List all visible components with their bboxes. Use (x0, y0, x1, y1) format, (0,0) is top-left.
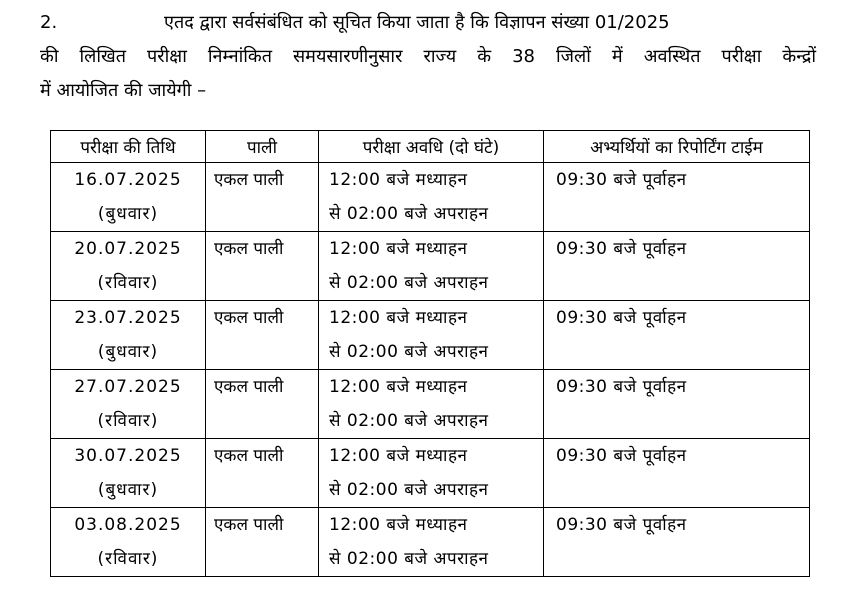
shift-cell (206, 508, 319, 577)
table-row (51, 439, 810, 508)
shift-label: एकल पाली (214, 515, 284, 535)
reporting-time: 09:30 बजे पूर्वाहन (556, 308, 687, 328)
reporting-time: 09:30 बजे पूर्वाहन (556, 239, 687, 259)
exam-date: 03.08.2025 (74, 515, 182, 535)
table-row (51, 370, 810, 439)
exam-date-cell (51, 232, 206, 301)
reporting-cell (544, 439, 810, 508)
duration-cell (319, 232, 544, 301)
exam-date: 20.07.2025 (74, 239, 182, 259)
header-exam-date: परीक्षा की तिथि (51, 131, 206, 163)
duration-start: 12:00 बजे मध्याहन (329, 446, 468, 466)
exam-date-cell (51, 163, 206, 232)
duration-cell (319, 301, 544, 370)
reporting-cell (544, 232, 810, 301)
exam-date: 27.07.2025 (74, 377, 182, 397)
exam-date-cell (51, 370, 206, 439)
reporting-cell (544, 370, 810, 439)
shift-cell (206, 370, 319, 439)
duration-start: 12:00 बजे मध्याहन (329, 239, 468, 259)
exam-date: 30.07.2025 (74, 446, 182, 466)
notice-text-line-1: एतद द्वारा सर्वसंबंधित को सूचित किया जाता है कि विज्ञापन संख्या 01/2025 (164, 12, 670, 33)
reporting-cell (544, 508, 810, 577)
shift-label: एकल पाली (214, 170, 284, 190)
exam-day: (रविवार) (97, 411, 159, 431)
shift-label: एकल पाली (214, 446, 284, 466)
reporting-time: 09:30 बजे पूर्वाहन (556, 377, 687, 397)
shift-label: एकल पाली (214, 239, 284, 259)
duration-end: से 02:00 बजे अपराहन (329, 411, 489, 431)
exam-date-cell (51, 508, 206, 577)
duration-end: से 02:00 बजे अपराहन (329, 480, 489, 500)
table-row (51, 163, 810, 232)
table-row (51, 232, 810, 301)
duration-cell (319, 439, 544, 508)
table-header-row (51, 131, 810, 163)
exam-date: 23.07.2025 (74, 308, 182, 328)
reporting-time: 09:30 बजे पूर्वाहन (556, 515, 687, 535)
duration-cell (319, 163, 544, 232)
shift-cell (206, 301, 319, 370)
notice-text-line-2: की लिखित परीक्षा निम्नांकित समयसारणीनुसार राज्य के 38 जिलों में अवस्थित परीक्षा केन्द्रों (40, 46, 816, 67)
duration-start: 12:00 बजे मध्याहन (329, 170, 468, 190)
exam-date-cell (51, 301, 206, 370)
duration-end: से 02:00 बजे अपराहन (329, 204, 489, 224)
shift-label: एकल पाली (214, 308, 284, 328)
exam-day: (बुधवार) (97, 480, 159, 500)
paragraph-number: 2. (40, 12, 58, 33)
table-row (51, 508, 810, 577)
duration-cell (319, 370, 544, 439)
shift-cell (206, 439, 319, 508)
notice-paragraph (40, 6, 816, 108)
reporting-time: 09:30 बजे पूर्वाहन (556, 446, 687, 466)
reporting-cell (544, 301, 810, 370)
duration-end: से 02:00 बजे अपराहन (329, 549, 489, 569)
reporting-cell (544, 163, 810, 232)
shift-label: एकल पाली (214, 377, 284, 397)
exam-day: (रविवार) (97, 549, 159, 569)
notice-first-line (40, 6, 816, 40)
table-row (51, 301, 810, 370)
exam-day: (रविवार) (97, 273, 159, 293)
duration-start: 12:00 बजे मध्याहन (329, 377, 468, 397)
header-reporting-time: अभ्यर्थियों का रिपोर्टिंग टाईम (544, 131, 810, 163)
reporting-time: 09:30 बजे पूर्वाहन (556, 170, 687, 190)
notice-text-line-3: में आयोजित की जायेगी – (40, 80, 207, 101)
exam-schedule-table (50, 130, 810, 577)
shift-cell (206, 163, 319, 232)
header-exam-duration: परीक्षा अवधि (दो घंटे) (319, 131, 544, 163)
exam-day: (बुधवार) (97, 204, 159, 224)
duration-end: से 02:00 बजे अपराहन (329, 273, 489, 293)
duration-start: 12:00 बजे मध्याहन (329, 308, 468, 328)
shift-cell (206, 232, 319, 301)
duration-cell (319, 508, 544, 577)
exam-date: 16.07.2025 (74, 170, 182, 190)
header-shift: पाली (206, 131, 319, 163)
duration-end: से 02:00 बजे अपराहन (329, 342, 489, 362)
duration-start: 12:00 बजे मध्याहन (329, 515, 468, 535)
exam-date-cell (51, 439, 206, 508)
exam-day: (बुधवार) (97, 342, 159, 362)
